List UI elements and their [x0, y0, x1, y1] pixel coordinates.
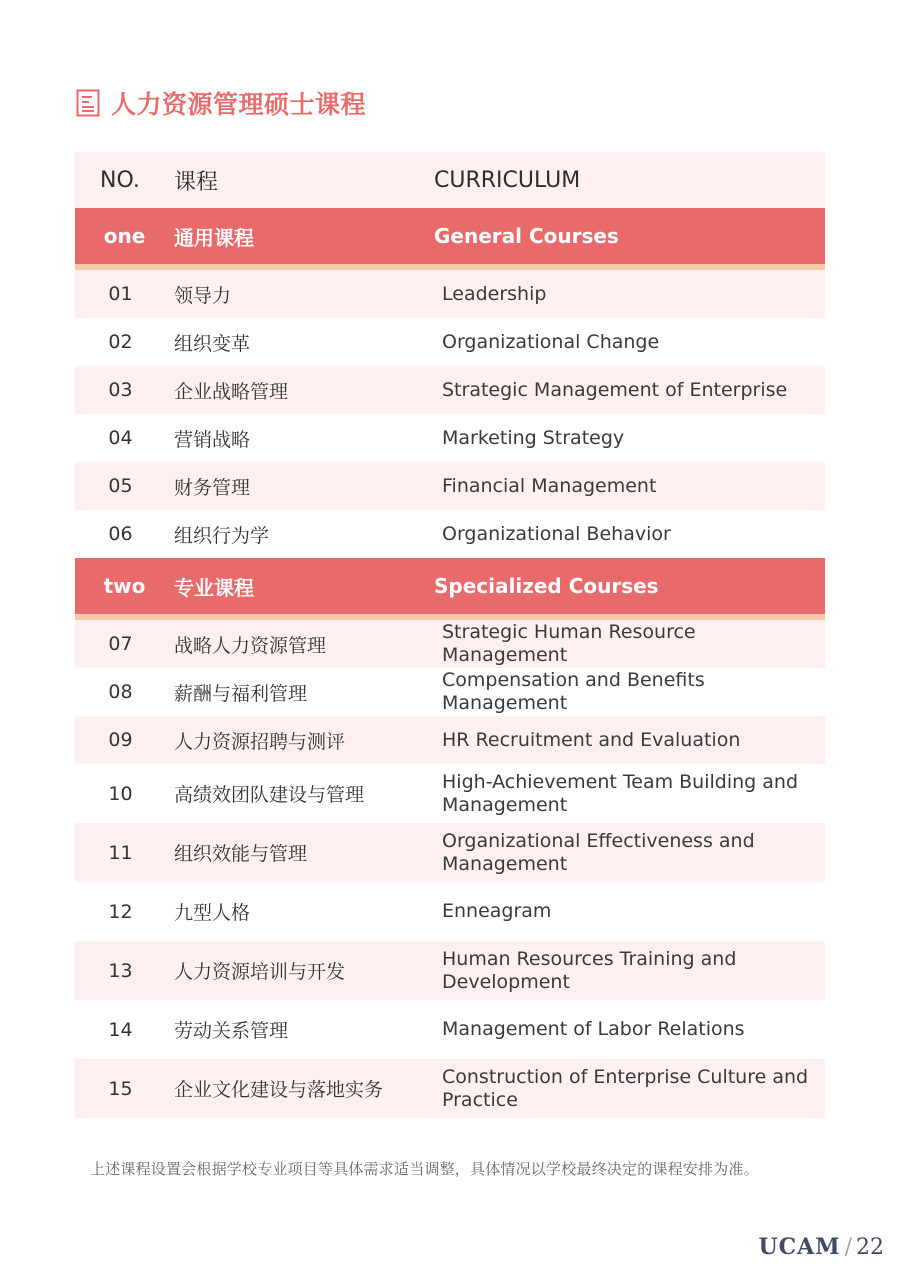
course-name-en: Strategic Management of Enterprise [442, 378, 788, 401]
table-row [75, 318, 825, 366]
course-number: 04 [108, 427, 133, 449]
course-number: 01 [108, 283, 133, 305]
page-title: 人力资源管理硕士课程 [111, 90, 367, 119]
course-name-en: Management of Labor Relations [442, 1018, 745, 1040]
course-number: 06 [108, 523, 133, 545]
section-title-cn: 专业课程 [174, 575, 254, 600]
course-number: 15 [108, 1077, 133, 1100]
course-name-cn: 企业战略管理 [174, 380, 289, 403]
curriculum-table [75, 152, 825, 1118]
table-row [75, 668, 825, 716]
table-row [75, 764, 825, 823]
header-no: NO. [100, 167, 140, 193]
course-name-en: Leadership [442, 282, 547, 305]
section-general [75, 208, 825, 270]
course-number: 03 [108, 379, 133, 401]
course-name-en: Organizational Behavior [442, 522, 671, 545]
course-name-en: Construction of Enterprise Culture and Practice [442, 1065, 809, 1111]
footer-separator: / [844, 1235, 852, 1260]
course-name-cn: 薪酬与福利管理 [174, 682, 308, 705]
table-row [75, 716, 825, 764]
table-row [75, 620, 825, 668]
course-number: 14 [108, 1018, 133, 1041]
course-name-cn: 领导力 [174, 284, 232, 307]
section-number: two [103, 574, 146, 598]
table-row [75, 1000, 825, 1059]
table-row [75, 823, 825, 882]
course-name-cn: 战略人力资源管理 [174, 634, 327, 657]
table-row [75, 1059, 825, 1118]
course-number: 11 [108, 841, 133, 864]
course-name-en: High-Achievement Team Building and Management [442, 770, 799, 816]
course-number: 05 [108, 475, 133, 497]
page-number: 22 [856, 1235, 884, 1260]
course-number: 12 [108, 900, 133, 923]
course-number: 10 [108, 782, 133, 805]
course-name-en: Marketing Strategy [442, 426, 625, 449]
table-row [75, 414, 825, 462]
table-row [75, 270, 825, 318]
course-number: 09 [108, 729, 133, 751]
course-name-en: HR Recruitment and Evaluation [442, 728, 741, 751]
section-number: one [103, 224, 146, 248]
course-name-cn: 劳动关系管理 [174, 1020, 289, 1042]
course-name-en: Enneagram [442, 900, 552, 922]
section-title-en: General Courses [434, 224, 619, 248]
course-name-cn: 企业文化建设与落地实务 [174, 1079, 384, 1101]
table-row [75, 510, 825, 558]
course-number: 07 [108, 633, 133, 655]
section-title-en: Specialized Courses [434, 574, 659, 598]
section-title-cn: 通用课程 [174, 225, 254, 250]
course-name-cn: 人力资源培训与开发 [174, 961, 346, 983]
course-number: 13 [108, 959, 133, 982]
footnote: 上述课程设置会根据学校专业项目等具体需求适当调整，具体情况以学校最终决定的课程安排为准。 [90, 1160, 759, 1178]
course-name-cn: 组织变革 [174, 332, 251, 355]
course-name-en: Organizational Change [442, 330, 660, 353]
course-name-cn: 财务管理 [174, 476, 251, 499]
table-row [75, 462, 825, 510]
table-header [75, 152, 825, 208]
course-name-cn: 九型人格 [174, 902, 251, 924]
course-name-en: Compensation and Benefits Management [442, 669, 705, 714]
course-name-cn: 组织行为学 [174, 524, 270, 547]
course-name-cn: 组织效能与管理 [174, 843, 308, 865]
document-icon [76, 89, 100, 117]
table-row [75, 882, 825, 941]
course-name-en: Financial Management [442, 474, 657, 497]
table-row [75, 366, 825, 414]
course-name-en: Human Resources Training and Development [442, 947, 737, 993]
course-number: 02 [108, 331, 133, 353]
course-name-en: Organizational Effectiveness and Management [442, 829, 755, 875]
course-name-en: Strategic Human Resource Management [442, 621, 696, 666]
page-footer [758, 1234, 884, 1260]
page-heading [76, 86, 366, 120]
brand-logo: UCAM [758, 1234, 841, 1260]
header-curriculum: CURRICULUM [434, 167, 581, 193]
header-course: 课程 [174, 169, 219, 195]
course-name-cn: 人力资源招聘与测评 [174, 730, 346, 753]
section-specialized [75, 558, 825, 620]
course-name-cn: 高绩效团队建设与管理 [174, 784, 365, 806]
course-name-cn: 营销战略 [174, 428, 251, 451]
course-number: 08 [108, 681, 133, 703]
table-row [75, 941, 825, 1000]
